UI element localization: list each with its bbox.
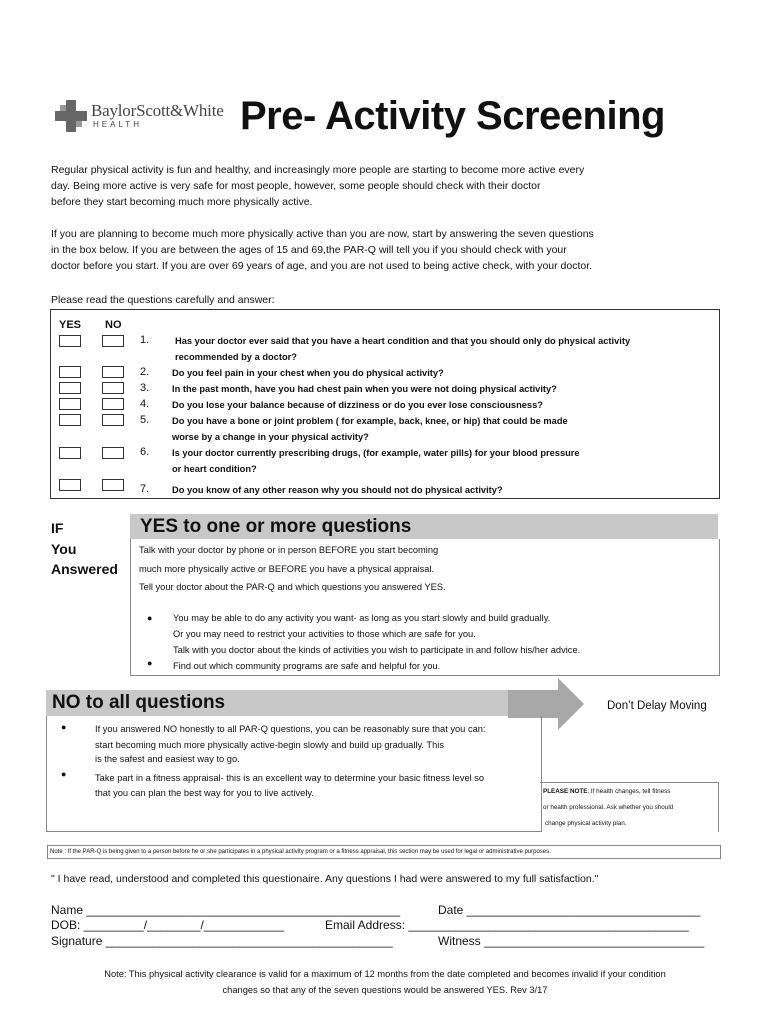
question-text: recommended by a doctor? (175, 352, 297, 362)
logo-name: BaylorScott&White (91, 101, 224, 120)
q5-no-checkbox[interactable] (102, 414, 124, 426)
question-number: 7. (140, 483, 150, 495)
question-text: worse by a change in your physical activity? (172, 432, 369, 442)
no-section-heading: NO to all questions (52, 692, 226, 713)
question-text: or heart condition? (172, 464, 257, 474)
q7-yes-checkbox[interactable] (59, 479, 81, 491)
question-text: Is your doctor currently prescribing drugs, (for example, water pills) for your blood pressure (172, 448, 580, 458)
no-header: NO (105, 319, 122, 331)
yes-section-heading: YES to one or more questions (140, 516, 412, 537)
q4-yes-checkbox[interactable] (59, 398, 81, 410)
question-number: 4. (140, 398, 150, 410)
yes-bullet-line: Find out which community programs are safe and helpful for you. (173, 661, 441, 671)
yes-line: much more physically active or BEFORE you have a physical appraisal. (139, 564, 435, 574)
q2-no-checkbox[interactable] (102, 366, 124, 378)
footer-note: Note: This physical activity clearance is valid for a maximum of 12 months from the date completed and becomes invalid if your condition (104, 969, 666, 979)
no-section-heading-bar (46, 690, 511, 716)
instruction-text: Please read the questions carefully and answer: (51, 294, 275, 306)
dob-field[interactable]: DOB: _________/________/____________ (51, 918, 284, 932)
q3-yes-checkbox[interactable] (59, 382, 81, 394)
date-field[interactable]: Date ___________________________________ (438, 903, 701, 917)
question-text: Do you feel pain in your chest when you do physical activity? (172, 368, 444, 378)
yes-bullet-line: Or you may need to restrict your activities to those which are safe for you. (173, 629, 476, 639)
question-number: 6. (140, 446, 150, 458)
question-text: Do you lose your balance because of dizziness or do you ever lose consciousness? (172, 400, 543, 410)
q2-yes-checkbox[interactable] (59, 366, 81, 378)
yes-section-box (130, 539, 720, 676)
question-text: Do you have a bone or joint problem ( for example, back, knee, or hip) that could be made (172, 416, 568, 426)
q4-no-checkbox[interactable] (102, 398, 124, 410)
yes-line: Tell your doctor about the PAR-Q and which questions you answered YES. (139, 582, 446, 592)
yes-section-heading-bar (130, 514, 718, 539)
no-bullet-line: is the safest and easiest way to go. (95, 754, 240, 764)
bullet-icon: ● (147, 658, 153, 668)
question-number: 5. (140, 414, 150, 426)
bullet-icon: ● (61, 769, 67, 779)
q7-no-checkbox[interactable] (102, 479, 124, 491)
signature-field[interactable]: Signature ___________________________________________ (51, 934, 393, 948)
yes-bullet-line: Talk with you doctor about the kinds of activities you wish to participate in and follow his/her advice. (173, 645, 581, 655)
question-number: 2. (140, 366, 150, 378)
witness-field[interactable]: Witness _________________________________ (438, 934, 705, 948)
intro-paragraph: Regular physical activity is fun and healthy, and increasingly more people are starting to become more active every day. Being more active is very safe for most people, however, some people should check with their doctor before they start becoming much more physically active. (51, 164, 585, 208)
please-note-box (540, 782, 719, 832)
bullet-icon: ● (147, 613, 153, 623)
q6-yes-checkbox[interactable] (59, 447, 81, 459)
dont-delay-label: Don’t Delay Moving (607, 700, 707, 712)
statement-text: " I have read, understood and completed this questionaire. Any questions I had were answered to my full satisfaction." (51, 873, 599, 885)
logo-sub: HEALTH (93, 120, 142, 129)
footer-note: changes so that any of the seven questions would be answered YES. Rev 3/17 (222, 985, 548, 995)
q6-no-checkbox[interactable] (102, 447, 124, 459)
page-title: Pre- Activity Screening (240, 94, 665, 138)
question-number: 1. (140, 334, 150, 346)
question-text: In the past month, have you had chest pain when you were not doing physical activity? (172, 384, 557, 394)
no-bullet-line: Take part in a fitness appraisal- this is an excellent way to determine your basic fitness level so (95, 773, 485, 783)
logo (55, 100, 230, 134)
name-field[interactable]: Name _______________________________________________ (51, 903, 401, 917)
answered-label: Answered (51, 561, 118, 577)
yes-header: YES (59, 319, 82, 331)
question-text: Has your doctor ever said that you have a heart condition and that you should only do physical activity (175, 336, 631, 346)
question-text: Do you know of any other reason why you should not do physical activity? (172, 485, 503, 495)
please-note-line: change physical activity plan. (545, 820, 627, 827)
q5-yes-checkbox[interactable] (59, 414, 81, 426)
q3-no-checkbox[interactable] (102, 382, 124, 394)
no-bullet-line: start becoming much more physically active-begin slowly and build up gradually. This (95, 740, 444, 750)
logo-cross-icon (55, 100, 87, 132)
you-label: You (51, 541, 77, 557)
yes-bullet-line: You may be able to do any activity you want- as long as you start slowly and build gradually. (173, 613, 551, 623)
please-note-label: PLEASE NOTE (543, 788, 588, 795)
question-number: 3. (140, 382, 150, 394)
bullet-icon: ● (61, 722, 67, 732)
planning-paragraph: If you are planning to become much more physically active than you are now, start by answering the seven questions in the box below. If you are between the ages of 15 and 69,the PAR-Q will tell you if you should check with your doctor before you start. If you are over 69 years of age, and you are not used to being active check, with your doctor. (51, 228, 594, 272)
questions-box (50, 309, 720, 499)
legal-note: Note : If the PAR-Q is being given to a person before he or she participates in a physical activity program or a fitness appraisal, this section may be used for legal or administrative purposes. (47, 845, 721, 859)
q1-yes-checkbox[interactable] (59, 335, 81, 347)
no-section-box (46, 716, 542, 832)
if-label: IF (51, 520, 64, 536)
yes-line: Talk with your doctor by phone or in person BEFORE you start becoming (139, 545, 439, 555)
q1-no-checkbox[interactable] (102, 335, 124, 347)
no-bullet-line: that you can plan the best way for you to live actively. (95, 788, 314, 798)
no-bullet-line: If you answered NO honestly to all PAR-Q questions, you can be reasonably sure that you can: (95, 724, 486, 734)
please-note-line: : If health changes, tell fitness (587, 788, 671, 795)
please-note-line: or health professional. Ask whether you should (543, 804, 674, 811)
email-field[interactable]: Email Address: __________________________________________ (325, 918, 689, 932)
